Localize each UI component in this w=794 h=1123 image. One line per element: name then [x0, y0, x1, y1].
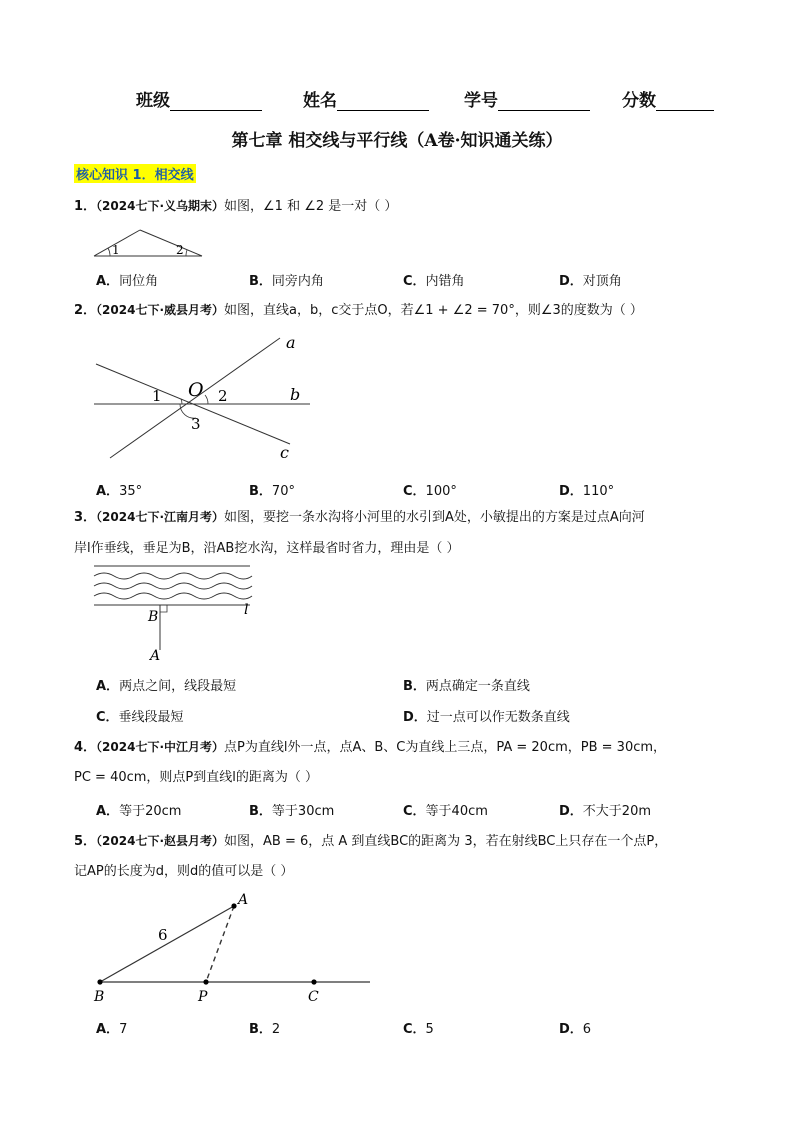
question-source: （2024七下·中江月考）: [96, 740, 225, 754]
option-letter: A．: [96, 804, 120, 819]
wave-2: [94, 583, 252, 589]
figure-q1: [90, 224, 210, 260]
q2-option-b[interactable]: [249, 480, 295, 499]
angle-2-arc: [186, 250, 187, 256]
option-letter: D．: [403, 710, 427, 725]
option-letter: B．: [249, 274, 272, 289]
q1-option-a[interactable]: [96, 270, 158, 289]
option-text: 两点之间，线段最短: [119, 679, 237, 694]
figure-q2: [90, 330, 320, 462]
figure-q5: [90, 890, 380, 1006]
label-3: 3: [191, 415, 201, 433]
id-field: [464, 86, 590, 111]
question-source: （2024七下·义乌期末）: [96, 199, 225, 213]
question-number: 2．: [74, 303, 97, 318]
option-text: 100°: [425, 484, 457, 499]
option-text: 同旁内角: [271, 274, 324, 289]
name-label: 姓名: [303, 91, 337, 111]
option-text: 两点确定一条直线: [425, 679, 530, 694]
point-B: [97, 979, 102, 984]
question-number: 1．: [74, 199, 97, 214]
q1-option-b[interactable]: [249, 270, 324, 289]
option-text: 过一点可以作无数条直线: [426, 710, 570, 725]
page-title: 第七章 相交线与平行线（A卷·知识通关练）: [231, 131, 563, 151]
q4-option-c[interactable]: [403, 800, 488, 819]
question-line-1: [74, 737, 724, 758]
q2-option-a[interactable]: [96, 480, 142, 499]
option-letter: D．: [559, 804, 583, 819]
option-text: 等于40cm: [425, 804, 488, 819]
wave-1: [94, 573, 252, 579]
right-side: [140, 230, 202, 256]
option-letter: C．: [96, 710, 119, 725]
label-six: 6: [158, 926, 168, 944]
option-text: 不大于20m: [582, 804, 652, 819]
label-B: B: [148, 609, 159, 625]
option-text: 6: [582, 1022, 592, 1037]
label-A: A: [238, 892, 249, 908]
question-5: [74, 831, 724, 882]
q2-option-c[interactable]: [403, 480, 457, 499]
label-a: a: [286, 333, 296, 352]
label-2: 2: [218, 387, 228, 405]
question-4: [74, 737, 724, 788]
q4-option-d[interactable]: [559, 800, 651, 819]
option-text: 同位角: [119, 274, 159, 289]
score-label: 分数: [622, 91, 656, 111]
angle-2-label: 2: [176, 243, 184, 257]
option-text: 垂线段最短: [118, 710, 184, 725]
q5-option-b[interactable]: [249, 1018, 280, 1037]
option-letter: A．: [96, 679, 120, 694]
question-source: （2024七下·江南月考）: [96, 510, 225, 524]
q1-option-d[interactable]: [559, 270, 622, 289]
option-letter: C．: [403, 1022, 426, 1037]
point-C: [311, 979, 316, 984]
option-letter: D．: [559, 1022, 583, 1037]
segment-AP: [206, 906, 234, 982]
q5-option-a[interactable]: [96, 1018, 127, 1037]
question-source: （2024七下·赵县月考）: [96, 834, 225, 848]
q3-option-b[interactable]: [403, 675, 530, 694]
q5-option-d[interactable]: [559, 1018, 591, 1037]
question-number: 4．: [74, 740, 97, 755]
figure-q3: [90, 560, 260, 666]
question-1: [74, 196, 724, 217]
point-A: [231, 903, 236, 908]
option-letter: A．: [96, 1022, 120, 1037]
label-A: A: [150, 648, 161, 664]
question-text: 如图，要挖一条水沟将小河里的水引到A处，小敏提出的方案是过点A向河: [224, 510, 645, 525]
id-label: 学号: [464, 91, 498, 111]
option-text: 等于30cm: [271, 804, 335, 819]
question-text: 如图，∠1 和 ∠2 是一对（ ）: [224, 199, 398, 214]
label-1: 1: [152, 387, 162, 405]
question-line-1: [74, 831, 724, 852]
option-letter: A．: [96, 484, 120, 499]
question-number: 5．: [74, 834, 97, 849]
q1-option-c[interactable]: [403, 270, 465, 289]
option-text: 35°: [119, 484, 143, 499]
option-letter: B．: [249, 1022, 272, 1037]
option-text: 2: [271, 1022, 281, 1037]
label-P: P: [198, 989, 208, 1005]
class-blank[interactable]: [170, 92, 262, 111]
score-field: [622, 86, 714, 111]
name-blank[interactable]: [337, 92, 429, 111]
q2-option-d[interactable]: [559, 480, 614, 499]
q4-option-a[interactable]: [96, 800, 181, 819]
class-field: [136, 86, 262, 111]
class-label: 班级: [136, 91, 170, 111]
question-3: [74, 507, 724, 559]
option-text: 7: [119, 1022, 128, 1037]
label-C: C: [308, 989, 319, 1005]
segment-AB: [100, 906, 234, 982]
angle-1-label: 1: [112, 243, 120, 257]
point-P: [203, 979, 208, 984]
question-text: 如图，直线a，b，c交于点O，若∠1 + ∠2 = 70°，则∠3的度数为（ ）: [224, 303, 643, 318]
option-letter: C．: [403, 804, 426, 819]
option-letter: B．: [249, 484, 272, 499]
option-letter: C．: [403, 274, 426, 289]
q4-option-b[interactable]: [249, 800, 334, 819]
label-l: l: [244, 602, 249, 618]
option-letter: D．: [559, 484, 583, 499]
q5-option-c[interactable]: [403, 1018, 434, 1037]
question-line-2: PC = 40cm，则点P到直线l的距离为（ ）: [74, 770, 319, 785]
q3-option-d[interactable]: [403, 706, 570, 725]
option-letter: B．: [249, 804, 272, 819]
label-O: O: [188, 379, 204, 401]
label-B: B: [94, 989, 105, 1005]
label-b: b: [290, 385, 301, 404]
option-letter: C．: [403, 484, 426, 499]
name-field: [303, 86, 429, 111]
option-letter: B．: [403, 679, 426, 694]
option-letter: D．: [559, 274, 583, 289]
score-blank[interactable]: [656, 92, 714, 111]
option-text: 内错角: [425, 274, 465, 289]
option-text: 110°: [582, 484, 615, 499]
question-number: 3．: [74, 510, 97, 525]
question-text: 点P为直线l外一点，点A、B、C为直线上三点，PA = 20cm，PB = 30cm，: [224, 740, 667, 755]
question-2: [74, 300, 724, 321]
option-letter: A．: [96, 274, 120, 289]
section-heading: 核心知识 1．相交线: [74, 164, 196, 183]
question-line-1: [74, 507, 724, 528]
question-text: 如图，AB = 6，点 A 到直线BC的距离为 3，若在射线BC上只存在一个点P，: [224, 834, 668, 849]
option-text: 70°: [271, 484, 295, 499]
angle-1-arc: [108, 248, 110, 256]
id-blank[interactable]: [498, 92, 590, 111]
wave-3: [94, 593, 252, 599]
angle-2-arc: [205, 395, 208, 404]
option-text: 5: [425, 1022, 434, 1037]
right-angle-mark: [160, 605, 167, 612]
question-source: （2024七下·威县月考）: [96, 303, 225, 317]
q3-option-c[interactable]: [96, 706, 184, 725]
label-c: c: [280, 443, 289, 462]
question-line-2: 记AP的长度为d，则d的值可以是（ ）: [74, 864, 294, 879]
q3-option-a[interactable]: [96, 675, 236, 694]
question-line-2: 岸l作垂线，垂足为B，沿AB挖水沟，这样最省时省力，理由是（ ）: [74, 541, 460, 556]
option-text: 对顶角: [582, 274, 622, 289]
option-text: 等于20cm: [119, 804, 182, 819]
